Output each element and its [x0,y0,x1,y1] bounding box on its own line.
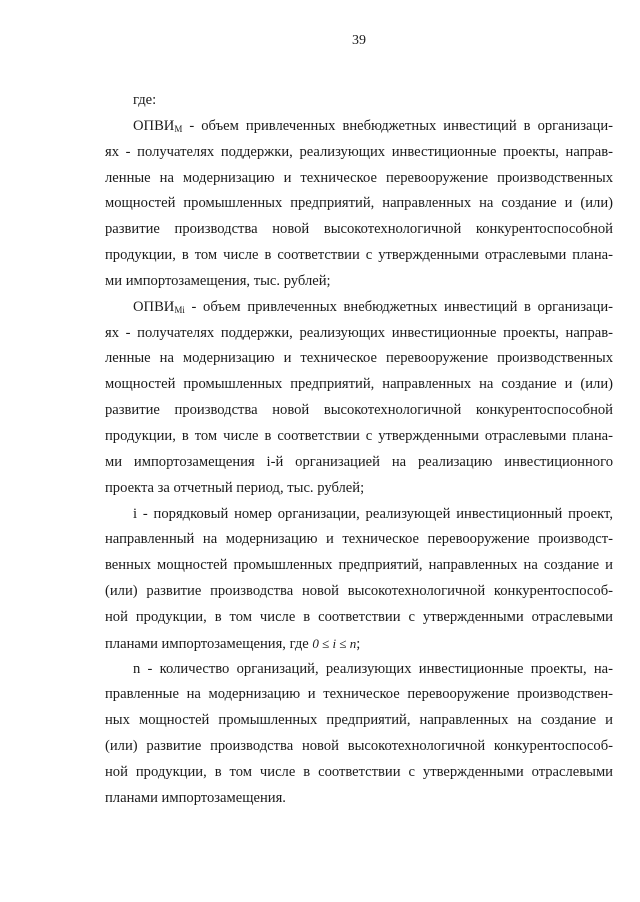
page-number: 39 [352,33,366,48]
paragraph-line: венных мощностей промышленных предприятий, направленных на создание и [105,557,613,574]
paragraph-line: ях - получателях поддержки, реализующих инвестиционные проекты, направ- [105,324,613,341]
paragraph-first-line: i - порядковый номер организации, реализующей инвестиционный проект, [133,505,613,522]
paragraph-line: ях - получателях поддержки, реализующих инвестиционные проекты, направ- [105,143,613,160]
term: ОПВИ [133,298,175,315]
paragraph-line: ной продукции, в том числе в соответствии с утвержденными отраслевыми [105,608,613,625]
paragraph-line: развитие производства новой высокотехнологичной конкурентоспособной [105,402,613,419]
line-text: планами импортозамещения, где [105,635,313,652]
intro-text: где: [133,92,157,108]
term-subscript: Mi [174,304,185,315]
paragraph-line: (или) развитие производства новой высокотехнологичной конкурентоспособ- [105,583,613,600]
definition-opvi-m [105,114,613,295]
paragraph-line: правленные на модернизацию и техническое перевооружение производствен- [105,686,613,703]
paragraph-line: (или) развитие производства новой высокотехнологичной конкурентоспособ- [105,738,613,755]
definition-n [105,657,613,812]
paragraph-line: ленные на модернизацию и техническое перевооружение производственных [105,169,613,186]
definition-i [105,502,613,657]
paragraph-last-line: проекта за отчетный период, тыс. рублей; [105,479,365,496]
line-text: ; [356,635,361,652]
paragraph-line: ной продукции, в том числе в соответствии с утвержденными отраслевыми [105,763,613,780]
document-body [105,88,613,812]
paragraph-first-line [105,114,613,140]
paragraph-last-line: ми импортозамещения, тыс. рублей; [105,272,331,289]
term: ОПВИ [133,117,175,134]
paragraph-line: направленный на модернизацию и техническое перевооружение производст- [105,531,613,548]
paragraph-first-line: n - количество организаций, реализующих инвестиционные проекты, на- [133,660,613,677]
paragraph-line: мощностей промышленных предприятий, направленных на создание и (или) [105,376,613,393]
paragraph-line: ленные на модернизацию и техническое перевооружение производственных [105,350,613,367]
paragraph-line: мощностей промышленных предприятий, направленных на создание и (или) [105,195,613,212]
paragraph-last-line: планами импортозамещения. [105,789,286,806]
paragraph-line: продукции, в том числе в соответствии с утвержденными отраслевыми плана- [105,247,613,264]
paragraph-line: продукции, в том числе в соответствии с утвержденными отраслевыми плана- [105,427,613,444]
definition-opvi-mi [105,295,613,502]
paragraph-line: ми импортозамещения i-й организацией на реализацию инвестиционного [105,453,613,470]
term-subscript: М [174,123,183,134]
paragraph-line: развитие производства новой высокотехнологичной конкурентоспособной [105,221,613,238]
paragraph-last-line [105,631,613,657]
formula: 0 ≤ i ≤ n [312,635,357,651]
line-text: - объем привлеченных внебюджетных инвестиций в организаци- [182,117,613,134]
line-text: - объем привлеченных внебюджетных инвестиций в организаци- [184,298,613,315]
paragraph-line: ных мощностей промышленных предприятий, направленных на создание и [105,712,613,729]
paragraph-first-line [105,295,613,321]
